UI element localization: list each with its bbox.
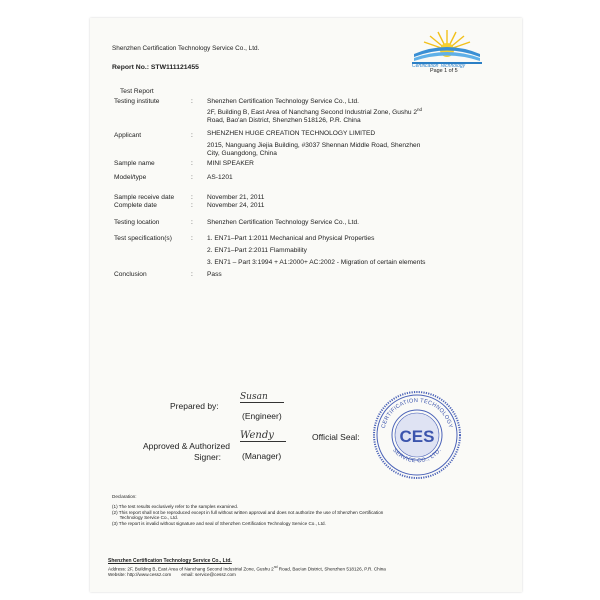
logo-text: Certification Technology xyxy=(412,63,466,69)
label-sample-receive-date: Sample receive date xyxy=(114,194,175,201)
label-model-type: Model/type xyxy=(114,174,147,181)
report-page xyxy=(90,18,522,592)
applicant-line-1: SHENZHEN HUGE CREATION TECHNOLOGY LIMITED xyxy=(207,130,376,137)
manager-role: (Manager) xyxy=(242,451,282,461)
label-test-spec: Test specification(s) xyxy=(114,235,172,242)
colon: : xyxy=(191,98,193,105)
value-complete-date: November 24, 2011 xyxy=(207,202,265,209)
header-company: Shenzhen Certification Technology Service Co., Ltd. xyxy=(112,45,260,52)
label-testing-institute: Testing institute xyxy=(114,98,160,105)
label-sample-name: Sample name xyxy=(114,160,155,167)
seal-ring-bottom-text: SERVICE CO., LTD. xyxy=(391,447,443,465)
footer-address-sup: nd xyxy=(273,565,278,569)
colon: : xyxy=(191,160,193,167)
declaration-title: Declaration: xyxy=(112,494,137,499)
value-sample-receive-date: November 21, 2011 xyxy=(207,194,265,201)
seal-ring-top-text: CERTIFICATION TECHNOLOGY xyxy=(380,397,454,429)
engineer-role: (Engineer) xyxy=(242,411,282,421)
report-title: Test Report xyxy=(120,88,154,95)
seal-center-text: CES xyxy=(399,427,435,446)
page-number: Page 1 of 5 xyxy=(430,68,458,74)
label-testing-location: Testing location xyxy=(114,219,160,226)
applicant-line-2: 2015, Nanguang Jiejia Building, #3037 Shennan Middle Road, Shenzhen xyxy=(207,142,421,149)
label-conclusion: Conclusion xyxy=(114,271,147,278)
official-seal-label: Official Seal: xyxy=(312,432,360,442)
footer-company: Shenzhen Certification Technology Service Co., Ltd. xyxy=(108,558,232,564)
footer-address-text: Address: 2F, Building B, East Area of Nanchang Second Industrial Zone, Gushu 2 xyxy=(108,566,274,572)
declaration-item: Technology Service Co., Ltd. xyxy=(112,515,179,521)
approved-by-label: Approved & Authorized xyxy=(143,441,230,451)
label-complete-date: Complete date xyxy=(114,202,157,209)
colon: : xyxy=(191,219,193,226)
signer-label: Signer: xyxy=(194,452,221,462)
institute-line-2-sup: nd xyxy=(417,107,423,112)
colon: : xyxy=(191,194,193,201)
value-model-type: AS-1201 xyxy=(207,174,233,181)
value-conclusion: Pass xyxy=(207,271,222,278)
declaration-item: (2) This report shall not be reproduced except in full without written approval and does not authorize the use of Shenzhen Certification xyxy=(112,509,384,515)
value-test-spec-1: 1. EN71–Part 1:2011 Mechanical and Physical Properties xyxy=(207,235,375,242)
declaration-item: (3) The report is invalid without signature and seal of Shenzhen Certification Technology Service Co., Ltd. xyxy=(112,520,326,526)
seal-graphic xyxy=(372,390,462,480)
colon: : xyxy=(191,174,193,181)
applicant-line-3: City, Guangdong, China xyxy=(207,150,277,157)
footer-address-tail: Road, Bao'an District, Shenzhen 518126, P.R. China xyxy=(277,566,386,572)
institute-line-3: Road, Bao'an District, Shenzhen 518126, P.R. China xyxy=(207,117,361,125)
institute-line-2 xyxy=(207,106,422,117)
value-applicant xyxy=(207,130,420,158)
declaration-item: (1) The test results exclusively refer to the samples examined. xyxy=(112,504,239,509)
colon: : xyxy=(191,235,193,242)
footer-website: Website: http://www.cessz.com email: service@cessz.com xyxy=(108,572,236,577)
institute-line-2-text: 2F, Building B, East Area of Nanchang Second Industrial Zone, Gushu 2 xyxy=(207,109,418,117)
company-logo xyxy=(408,24,486,72)
prepared-by-label: Prepared by: xyxy=(170,401,219,411)
value-testing-location: Shenzhen Certification Technology Service Co., Ltd. xyxy=(207,219,359,226)
declaration-list xyxy=(112,504,383,526)
value-test-spec-2: 2. EN71–Part 2:2011 Flammability xyxy=(207,247,307,254)
colon: : xyxy=(191,202,193,209)
report-number: Report No.: STW111121455 xyxy=(112,64,199,71)
value-test-spec-3: 3. EN71 – Part 3:1994 + A1:2000+ AC:2002 - Migration of certain elements xyxy=(207,259,426,266)
manager-signature: Wendy xyxy=(240,430,286,442)
colon: : xyxy=(191,271,193,278)
value-sample-name: MINI SPEAKER xyxy=(207,160,254,167)
institute-line-1: Shenzhen Certification Technology Service Co., Ltd. xyxy=(207,98,359,105)
label-applicant: Applicant xyxy=(114,132,142,139)
engineer-signature: Susan xyxy=(240,392,284,403)
value-testing-institute xyxy=(207,98,422,125)
official-seal xyxy=(372,390,462,480)
colon: : xyxy=(191,132,193,139)
